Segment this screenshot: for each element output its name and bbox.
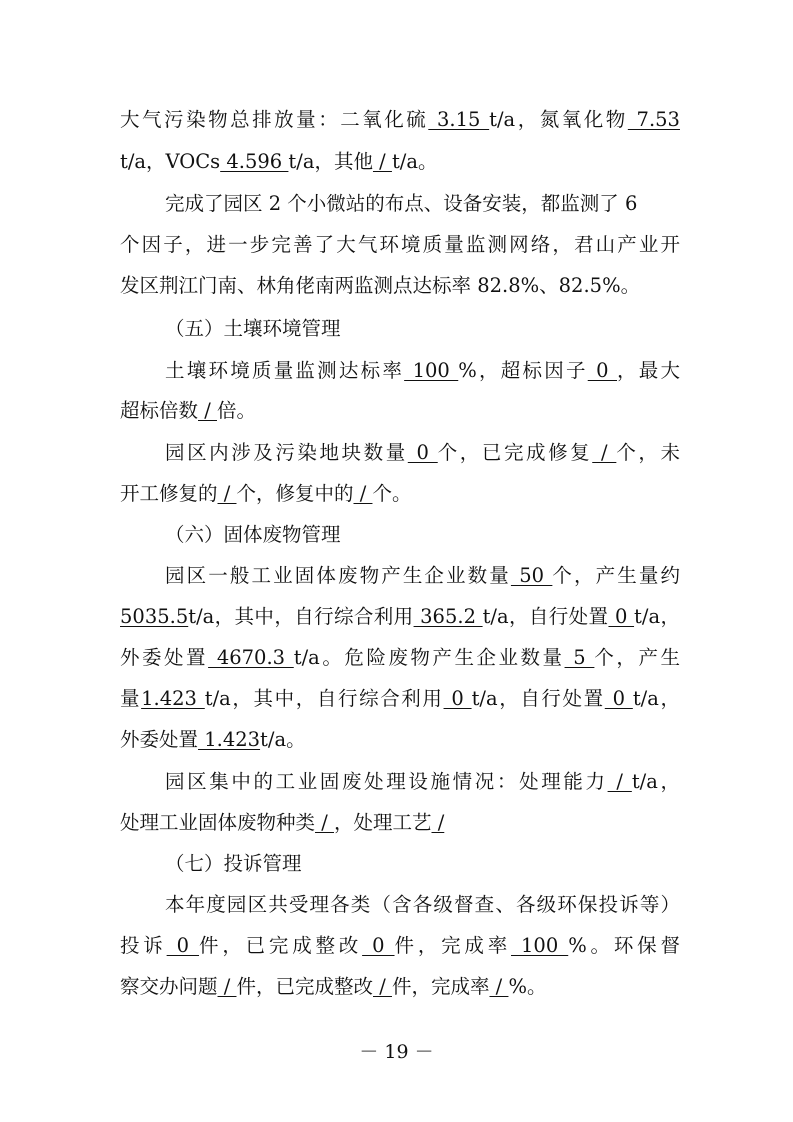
text-segment: 完成了园区 2 个小微站的布点、设备安装，都监测了 6 [165, 192, 638, 215]
filled-value: 365.2 [413, 605, 483, 628]
filled-value: 4.596 [220, 150, 289, 173]
filled-value: 5035.5 [120, 605, 189, 628]
text-segment: 开工修复的 [120, 482, 218, 505]
text-segment: 倍。 [216, 399, 256, 422]
text-line [165, 892, 680, 918]
text-segment: t/a，其他 [288, 150, 373, 173]
text-segment: 大气污染物总排放量：二氧化硫 [120, 108, 429, 131]
filled-value: / [489, 975, 509, 998]
text-segment: 个，产生 [594, 646, 680, 669]
text-segment: 个，已完成修复 [437, 441, 593, 464]
text-line [120, 604, 680, 630]
filled-value: / [372, 150, 392, 173]
filled-value: 50 [510, 564, 553, 587]
text-line [120, 273, 680, 299]
text-line [165, 769, 680, 795]
text-segment: 量 [120, 687, 142, 710]
filled-value: 0 [362, 934, 395, 957]
text-segment: t/a，其中，自行综合利用 [204, 687, 444, 710]
filled-value: 3.15 [428, 108, 490, 131]
text-line [120, 481, 680, 507]
text-segment: 个，修复中的 [236, 482, 354, 505]
filled-value: 0 [587, 359, 618, 382]
text-segment: 件，已完成整改 [199, 934, 363, 957]
text-segment: 园区集中的工业固废处理设施情况：处理能力 [165, 770, 608, 793]
text-segment: t/a，自行处置 [482, 605, 609, 628]
text-segment: 外委处置 [120, 728, 199, 751]
text-line [120, 686, 680, 712]
text-line [120, 810, 680, 836]
text-segment: t/a， [631, 770, 680, 793]
text-segment: t/a，氮氧化物 [489, 108, 628, 131]
text-line [165, 440, 680, 466]
text-line [120, 933, 680, 959]
text-segment: 发区荆江门南、林角佬南两监测点达标率 82.8%、82.5%。 [120, 274, 641, 297]
filled-value: / [315, 811, 334, 834]
text-segment: t/a， [634, 605, 680, 628]
text-segment: %。环保督 [568, 934, 680, 957]
text-segment: 察交办问题 [120, 975, 218, 998]
text-segment: 外委处置 [120, 646, 209, 669]
text-segment: 个，产生量约 [552, 564, 680, 587]
page-number: － 19 － [359, 1041, 434, 1063]
text-segment: t/a，其中，自行综合利用 [188, 605, 414, 628]
text-line [165, 563, 680, 589]
text-segment: 件，完成率 [391, 975, 490, 998]
filled-value: 0 [443, 687, 472, 710]
filled-value: 100 [511, 934, 569, 957]
filled-value: 0 [407, 441, 438, 464]
text-line [165, 358, 680, 384]
filled-value: / [217, 975, 237, 998]
text-segment: ，最大 [617, 359, 680, 382]
text-line [120, 398, 680, 424]
text-line [120, 727, 680, 753]
filled-value: / [198, 399, 217, 422]
filled-value: 0 [608, 605, 635, 628]
filled-value: 100 [404, 359, 459, 382]
section-heading [165, 316, 725, 342]
text-segment: t/a。危险废物产生企业数量 [293, 646, 565, 669]
filled-value: 0 [166, 934, 200, 957]
heading-text: （六）固体废物管理 [165, 523, 341, 546]
text-line [120, 645, 680, 671]
text-segment: 件，完成率 [394, 934, 512, 957]
filled-value: 5 [564, 646, 595, 669]
text-segment: 园区内涉及污染地块数量 [165, 441, 408, 464]
filled-value: / [431, 811, 445, 834]
filled-value: 1.423 [198, 728, 261, 751]
text-segment: t/a， [632, 687, 680, 710]
text-line [120, 107, 680, 133]
text-segment: %。 [508, 975, 547, 998]
heading-text: （五）土壤环境管理 [165, 317, 341, 340]
text-segment: t/a。 [391, 150, 438, 173]
filled-value: / [592, 441, 617, 464]
text-segment: t/a，自行处置 [471, 687, 605, 710]
text-line [165, 191, 680, 217]
text-segment: 土壤环境质量监测达标率 [165, 359, 405, 382]
section-heading [165, 522, 725, 548]
text-segment: t/a。 [260, 728, 306, 751]
filled-value: 1.423 [141, 687, 205, 710]
text-segment: %，超标因子 [458, 359, 588, 382]
filled-value: / [353, 482, 373, 505]
text-segment: 本年度园区共受理各类（含各级督查、各级环保投诉等） [165, 893, 680, 916]
text-segment: 园区一般工业固体废物产生企业数量 [165, 564, 511, 587]
section-heading [165, 851, 725, 877]
text-segment: 超标倍数 [120, 399, 199, 422]
text-line [120, 232, 680, 258]
text-segment: ，处理工艺 [333, 811, 432, 834]
filled-value: / [607, 770, 632, 793]
filled-value: 0 [604, 687, 633, 710]
text-segment: 处理工业固体废物种类 [120, 811, 316, 834]
text-segment: 个因子，进一步完善了大气环境质量监测网络，君山产业开 [120, 233, 680, 256]
text-segment: 个。 [372, 482, 412, 505]
heading-text: （七）投诉管理 [165, 852, 302, 875]
filled-value: 4670.3 [208, 646, 294, 669]
text-segment: 投诉 [120, 934, 167, 957]
text-line [120, 149, 680, 175]
text-segment: 件，已完成整改 [236, 975, 373, 998]
filled-value: 7.53 [627, 108, 680, 131]
text-line [120, 974, 680, 1000]
filled-value: / [217, 482, 237, 505]
text-segment: 个，未 [616, 441, 680, 464]
text-segment: t/a，VOCs [120, 150, 221, 173]
filled-value: / [373, 975, 392, 998]
